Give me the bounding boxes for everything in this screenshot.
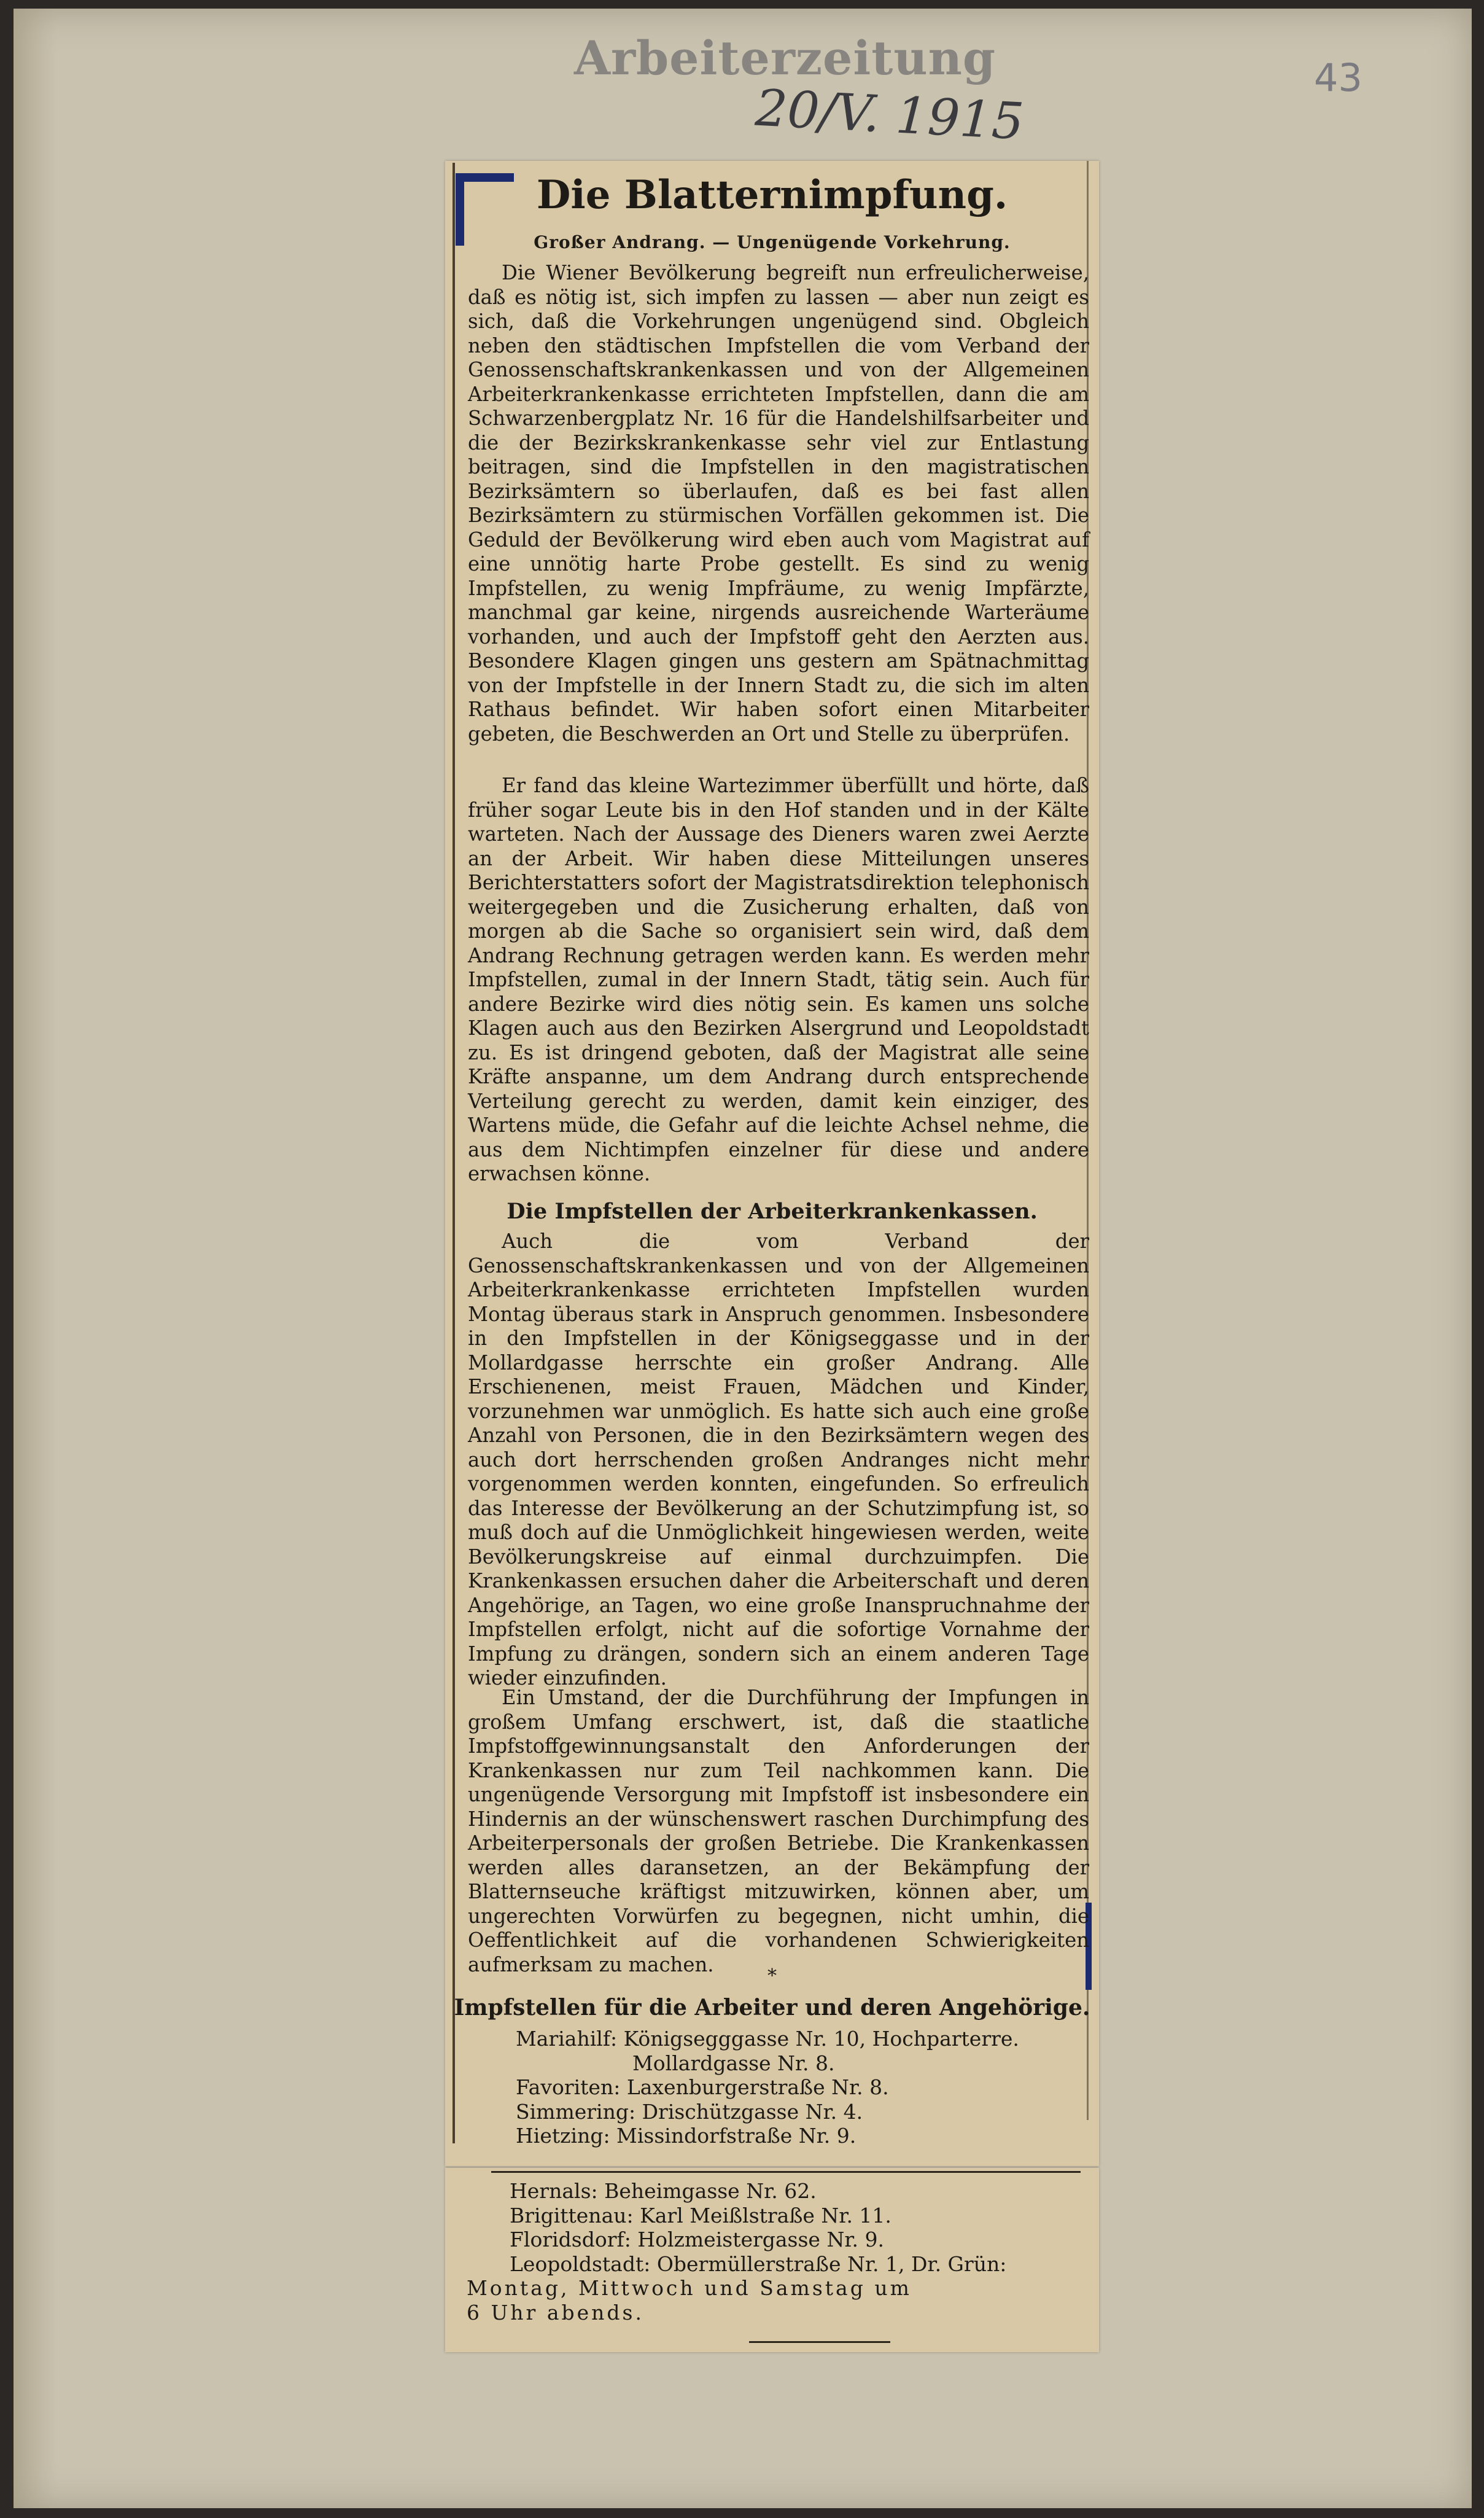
vaccination-site-list-continued [467,2179,1087,2325]
section-heading: Die Impfstellen der Arbeiterkrankenkassen. [507,1199,1038,1224]
list-item: Hietzing: Missindorfstraße Nr. 9. [516,2124,857,2148]
list-item: Simmering: Drischützgasse Nr. 4. [516,2099,863,2124]
list-item: Mollardgasse Nr. 8. [632,2051,835,2075]
list-item: Leopoldstadt: Obermüllerstraße Nr. 1, Dr. Grün: [510,2251,1007,2276]
list-item: Hernals: Beheimgasse Nr. 62. [510,2179,817,2203]
list-item: Brigittenau: Karl Meißlstraße Nr. 11. [510,2203,892,2228]
article-paragraph [468,261,1089,746]
section-separator: * [767,1965,777,1987]
list-item: 6 Uhr abends. [467,2300,644,2325]
newspaper-stamp: Arbeiterzeitung [574,31,996,85]
paragraph-text: Ein Umstand, der die Durchführung der Impfungen in großem Umfang erschwert, ist, daß die staatliche Impfstoffgewinnungsanstalt den Anforderungen der Krankenkassen nur zum Teil nachkommen kann. Die ungenügende Versorgung mit Impfstoff ist insbesondere ein Hindernis an der wünschenswert raschen Durchimpfung des Arbeiterpersonals der großen Betriebe. Die Krankenkassen werden alles daransetzen, an der Bekämpfung der Blatternseuche kräftigst mitzuwirken, können aber, um ungerechten Vorwürfen zu begegnen, nicht umhin, die Oeffentlichkeit auf die vorhandenen Schwierigkeiten aufmerksam zu machen. [468,1686,1089,1976]
divider-rule [491,2171,1081,2173]
article-subtitle: Großer Andrang. — Ungenügende Vorkehrung. [534,232,1011,252]
sheet-edge-shadow [14,9,56,2508]
list-item: Floridsdorf: Holzmeistergasse Nr. 9. [510,2228,884,2251]
list-item: Favoriten: Laxenburgerstraße Nr. 8. [516,2075,889,2099]
paragraph-text: Auch die vom Verband der Genossenschaftskrankenkassen und von der Allgemeinen Arbeiterkrankenkasse errichteten Impfstellen wurden Montag überaus stark in Anspruch genommen. Insbesondere in den Impfstellen in der Königseggasse und in der Mollardgasse herrschte ein großer Andrang. Alle Erschienenen, meist Frauen, Mädchen und Kinder, vorzunehmen war unmöglich. Es hatte sich auch eine große Anzahl von Personen, die in den Bezirksämtern wegen des auch dort herrschenden großen Andranges nicht mehr vorgenommen werden konnten, eingefunden. So erfreulich das Interesse der Bevölkerung an der Schutzimpfung ist, so muß doch auf die Unmöglichkeit hingewiesen werden, weite Bevölkerungskreise auf einmal durchzuimpfen. Die Krankenkassen ersuchen daher die Arbeiterschaft und deren Angehörige, an Tagen, wo eine große Inanspruchnahme der Impfstellen erfolgt, nicht auf die sofortige Vornahme der Impfung zu drängen, sondern sich an einem anderen Tage wieder einzufinden. [468,1230,1089,1690]
vaccination-site-list [467,2027,1087,2148]
list-heading: Impfstellen für die Arbeiter und deren Angehörige. [454,1995,1090,2021]
section-paragraph [468,1230,1089,1691]
list-item: Montag, Mittwoch und Samstag um [467,2276,912,2300]
paragraph-text: Die Wiener Bevölkerung begreift nun erfreulicherweise, daß es nötig ist, sich impfen zu lassen — aber nun zeigt es sich, daß die Vorkehrungen ungenügend sind. Obgleich neben den städtischen Impfstellen die vom Verband der Genossenschaftskrankenkassen und von der Allgemeinen Arbeiterkrankenkasse errichteten Impfstellen, dann die am Schwarzenbergplatz Nr. 16 für die Handelshilfsarbeiter und die der Bezirkskrankenkasse sehr viel zur Entlastung beitragen, sind die Impfstellen in den magistratischen Bezirksämtern so überlaufen, daß es bei fast allen Bezirksämtern zu stürmischen Vorfällen gekommen ist. Die Geduld der Bevölkerung wird eben auch vom Magistrat auf eine unnötig harte Probe gestellt. Es sind zu wenig Impfstellen, zu wenig Impfräume, zu wenig Impfärzte, manchmal gar keine, nirgends ausreichende Warteräume vorhanden, und auch der Impfstoff geht den Aerzten aus. Besondere Klagen gingen uns gestern am Spätnachmittag von der Impfstelle in der Innern Stadt zu, die sich im alten Rathaus befindet. Wir haben sofort einen Mitarbeiter gebeten, die Beschwerden an Ort und Stelle zu überprüfen. [468,261,1089,746]
clipping-left-edge [453,163,455,2143]
list-item: Mariahilf: Königsegggasse Nr. 10, Hochparterre. [516,2027,1019,2051]
end-rule [749,2341,890,2343]
handwritten-date: 20/V. 1915 [753,79,1025,152]
section-paragraph [468,1686,1089,1977]
article-paragraph [468,774,1089,1187]
article-title: Die Blatternimpfung. [536,172,1008,218]
handwritten-page-number: 43 [1314,55,1362,100]
paragraph-text: Er fand das kleine Wartezimmer überfüllt und hörte, daß früher sogar Leute bis in den Hof standen und in der Kälte warteten. Nach der Aussage des Dieners waren zwei Aerzte an der Arbeit. Wir haben diese Mitteilungen unseres Berichterstatters sofort der Magistratsdirektion telephonisch weitergegeben und die Zusicherung erhalten, daß von morgen ab die Sache so organisiert sein wird, daß dem Andrang Rechnung getragen werden kann. Es werden mehr Impfstellen, zumal in der Innern Stadt, tätig sein. Auch für andere Bezirke wird dies nötig sein. Es kamen uns solche Klagen auch aus den Bezirken Alsergrund und Leopoldstadt zu. Es ist dringend geboten, daß der Magistrat alle seine Kräfte anspanne, um dem Andrang durch entsprechende Verteilung gerecht zu werden, damit kein einziger, des Wartens müde, die Gefahr auf die leichte Achsel nehme, die aus dem Nichtimpfen einzelner für diese und andere erwachsen könne. [468,774,1089,1185]
